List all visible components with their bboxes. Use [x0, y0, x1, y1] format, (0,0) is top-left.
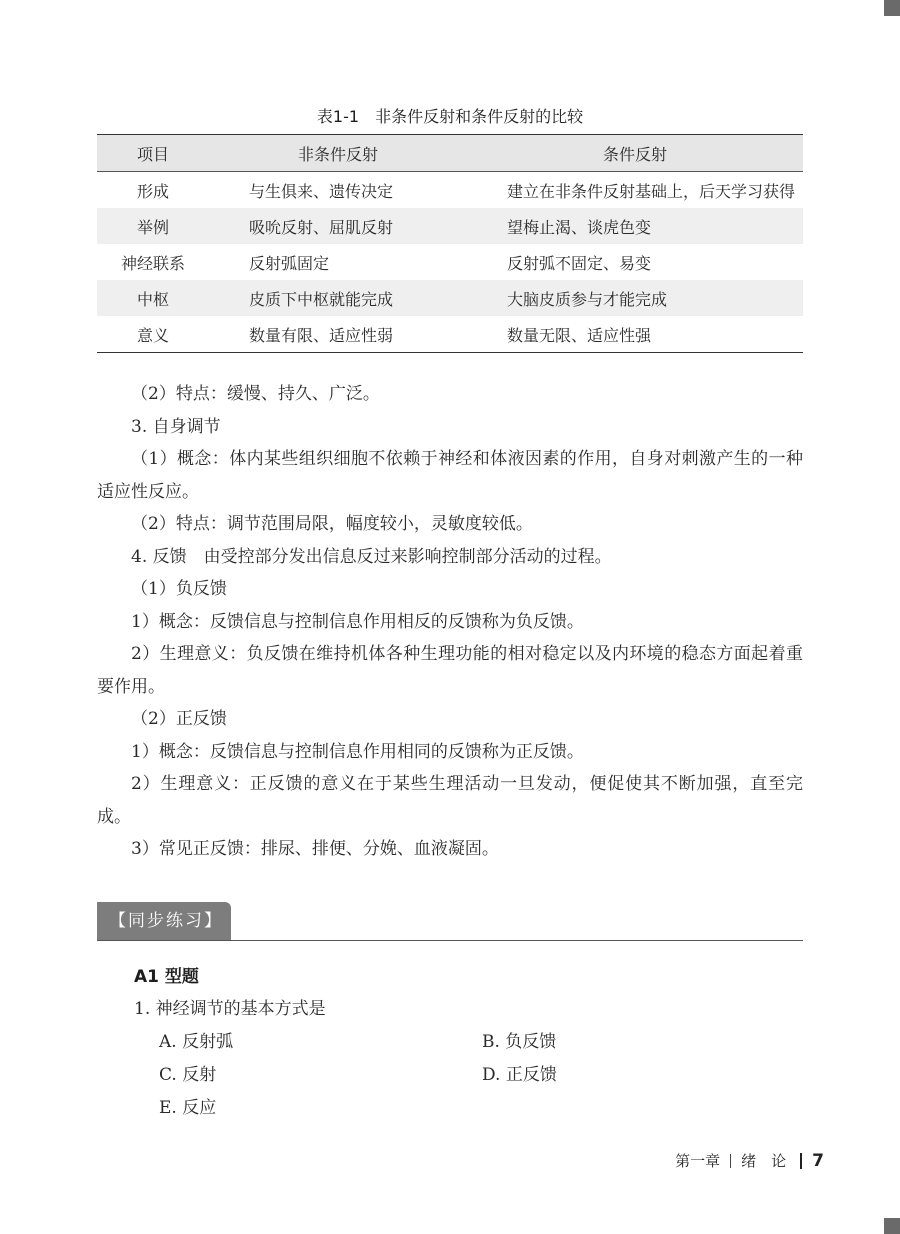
footer-chapter: 第一章: [675, 1152, 721, 1170]
table-cell: 数量有限、适应性弱: [209, 316, 467, 353]
table-cell: 数量无限、适应性强: [467, 316, 803, 353]
table-cell: 举例: [97, 208, 209, 244]
paragraph: （1）负反馈: [131, 579, 227, 599]
table-caption-title: 非条件反射和条件反射的比较: [375, 107, 584, 126]
paragraph: 3. 自身调节: [131, 416, 221, 437]
footer-chapter-title: 绪 论: [741, 1152, 787, 1170]
header-item: 项目: [97, 135, 209, 172]
paragraph: 2）生理意义：负反馈在维持机体各种生理功能的相对稳定以及内环境的稳态方面起着重要作用。: [97, 644, 803, 697]
paragraph: 4. 反馈 由受控部分发出信息反过来影响控制部分活动的过程。: [131, 546, 612, 567]
table-cell: 中枢: [97, 280, 209, 316]
option-d: D. 正反馈: [482, 1065, 557, 1085]
table-cell: 意义: [97, 316, 209, 353]
option-b: B. 负反馈: [482, 1032, 557, 1052]
table-cell: 大脑皮质参与才能完成: [467, 280, 803, 316]
option-a: A. 反射弧: [159, 1032, 234, 1052]
option-e: E. 反应: [159, 1098, 217, 1118]
table-cell: 皮质下中枢就能完成: [209, 280, 467, 316]
header-conditioned: 条件反射: [467, 135, 803, 172]
section-header: [97, 902, 803, 941]
table-row: [97, 280, 803, 316]
page-number: 7: [812, 1150, 824, 1171]
footer-separator-thick: [800, 1153, 802, 1169]
table-header-row: [97, 135, 803, 172]
corner-mark-bottom: [884, 1218, 900, 1234]
table-cell: 形成: [136, 181, 169, 201]
option-c: C. 反射: [159, 1065, 217, 1085]
table-row: [97, 172, 803, 209]
table-row: [97, 208, 803, 244]
table-cell: 建立在非条件反射基础上，后天学习获得: [507, 181, 796, 201]
comparison-table: [97, 134, 803, 353]
table-caption-number: 表1-1: [316, 107, 360, 126]
table-row: [97, 316, 803, 353]
table-cell: 望梅止渴、谈虎色变: [467, 208, 803, 244]
table-cell: 神经联系: [120, 253, 185, 273]
paragraph: 1）概念：反馈信息与控制信息作用相反的反馈称为负反馈。: [131, 611, 584, 632]
table-caption: [0, 104, 900, 127]
table-row: [97, 244, 803, 280]
footer-separator: [730, 1154, 731, 1168]
table-cell: 与生俱来、遗传决定: [249, 181, 394, 201]
body-text: [97, 378, 803, 866]
paragraph: （1）概念：体内某些组织细胞不依赖于神经和体液因素的作用，自身对刺激产生的一种适应性反应。: [97, 449, 803, 502]
paragraph: 3）常见正反馈：排尿、排便、分娩、血液凝固。: [131, 839, 499, 859]
paragraph: （2）正反馈: [131, 709, 227, 729]
paragraph: （2）特点：缓慢、持久、广泛。: [131, 384, 380, 404]
paragraph: 2）生理意义：正反馈的意义在于某些生理活动一旦发动，便促使其不断加强，直至完成。: [97, 774, 803, 827]
corner-mark-top: [884, 0, 900, 16]
header-unconditioned: 非条件反射: [209, 135, 467, 172]
table-cell: 反射弧不固定、易变: [507, 253, 652, 273]
page-footer: [675, 1150, 824, 1171]
table-cell: 吸吮反射、屈肌反射: [209, 208, 467, 244]
paragraph: 1）概念：反馈信息与控制信息作用相同的反馈称为正反馈。: [131, 741, 584, 762]
paragraph: （2）特点：调节范围局限，幅度较小，灵敏度较低。: [131, 514, 533, 534]
question-stem: 1. 神经调节的基本方式是: [134, 999, 326, 1019]
table-cell: 反射弧固定: [249, 253, 330, 273]
section-tab-label: 【同步练习】: [97, 902, 231, 940]
question-type-heading: A1 型题: [134, 967, 199, 987]
